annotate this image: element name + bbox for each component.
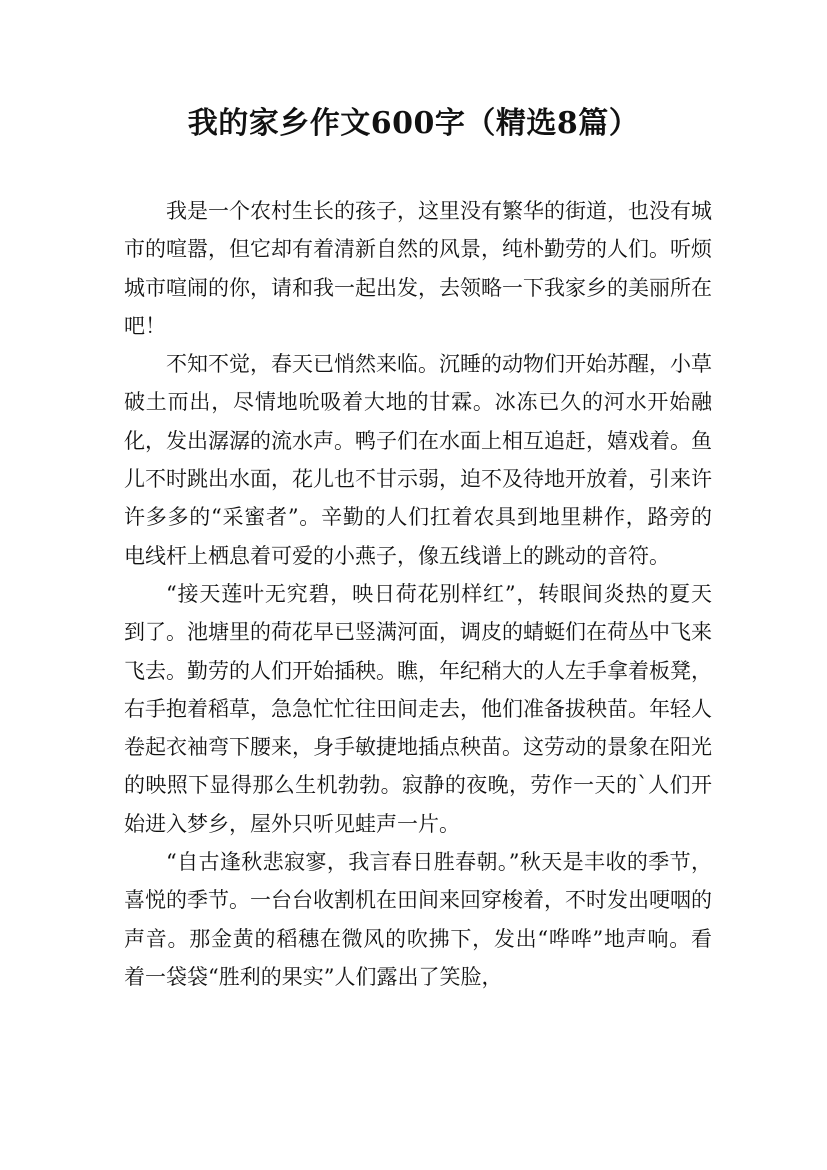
paragraph-intro: 我是一个农村生长的孩子，这里没有繁华的街道，也没有城市的喧嚣，但它却有着清新自然的风景，纯朴勤劳的人们。听烦城市喧闹的你，请和我一起出发，去领略一下我家乡的美丽所在吧！	[124, 199, 712, 338]
paragraph-autumn: “自古逢秋悲寂寥，我言春日胜春朝。”秋天是丰收的季节，喜悦的季节。一台台收割机在田间来回穿梭着，不时发出哽咽的声音。那金黄的稻穗在微风的吹拂下，发出“哗哗”地声响。看着一袋袋“胜利的果实”人们露出了笑脸，	[124, 850, 712, 989]
document-title: 我的家乡作文600字（精选8篇）	[187, 106, 640, 141]
paragraph-spring: 不知不觉，春天已悄然来临。沉睡的动物们开始苏醒，小草破土而出，尽情地吮吸着大地的甘霖。冰冻已久的河水开始融化，发出潺潺的流水声。鸭子们在水面上相互追赶，嬉戏着。鱼儿不时跳出水面，花儿也不甘示弱，迫不及待地开放着，引来许许多多的“采蜜者”。辛勤的人们扛着农具到地里耕作，路旁的电线杆上栖息着可爱的小燕子，像五线谱上的跳动的音符。	[124, 352, 712, 568]
paragraph-summer: “接天莲叶无究碧，映日荷花别样红”，转眼间炎热的夏天到了。池塘里的荷花早已竖满河面，调皮的蜻蜓们在荷丛中飞来飞去。勤劳的人们开始插秧。瞧，年纪稍大的人左手拿着板凳，右手抱着稻草，急急忙忙往田间走去，他们准备拔秧苗。年轻人卷起衣袖弯下腰来，身手敏捷地插点秧苗。这劳动的景象在阳光的映照下显得那么生机勃勃。寂静的夜晚，劳作一天的`人们开始进入梦乡，屋外只听见蛙声一片。	[124, 581, 712, 836]
document-body	[124, 192, 712, 996]
